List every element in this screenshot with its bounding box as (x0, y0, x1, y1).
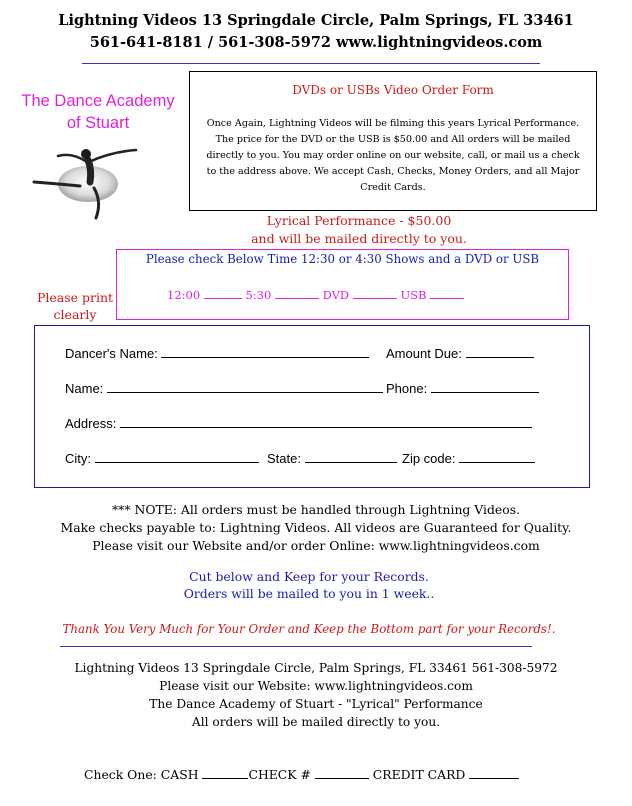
header-contact: 561-641-8181 / 561-308-5972 www.lightningvideos.com (89, 34, 543, 51)
cash-blank[interactable] (202, 768, 248, 779)
address-field[interactable] (120, 417, 532, 428)
academy-name-line1: The Dance Academy (21, 92, 175, 110)
option-1200-label: 12:00 (167, 288, 201, 302)
zip-label: Zip code: (402, 451, 456, 466)
credit-card-label: CREDIT CARD (372, 767, 466, 782)
name-label: Name: (65, 381, 104, 396)
bottom-line1: Lightning Videos 13 Springdale Circle, Palm Springs, FL 33461 561-308-5972 (74, 661, 558, 675)
price-note-line1: Lyrical Performance - $50.00 (266, 213, 452, 228)
note-line3: Please visit our Website and/or order Online: www.lightningvideos.com (92, 538, 540, 553)
cut-note-line2: Orders will be mailed to you in 1 week.. (183, 586, 435, 601)
customer-info-box (34, 325, 590, 488)
note-line2: Make checks payable to: Lightning Videos. All videos are Guaranteed for Quality. (60, 520, 572, 535)
show-time-selection-box (116, 249, 569, 320)
show-time-instructions: Please check Below Time 12:30 or 4:30 Shows and a DVD or USB (145, 252, 540, 266)
name-field[interactable] (107, 382, 383, 393)
amount-due-row (386, 346, 534, 361)
option-1200-blank[interactable] (204, 288, 242, 299)
cut-line (60, 646, 532, 647)
header-divider (82, 63, 540, 64)
dancer-name-label: Dancer's Name: (65, 346, 158, 361)
option-dvd-label: DVD (322, 288, 350, 302)
check-one-label: Check One: (84, 767, 157, 782)
state-row (267, 451, 397, 466)
bottom-line4: All orders will be mailed directly to you. (191, 715, 441, 729)
dancer-name-row (65, 346, 369, 361)
dancer-name-field[interactable] (161, 347, 369, 358)
academy-name-line2: of Stuart (66, 114, 130, 132)
order-form-info-box (189, 71, 597, 211)
amount-due-field[interactable] (466, 347, 534, 358)
state-field[interactable] (305, 452, 397, 463)
check-number-label: CHECK # (248, 767, 311, 782)
address-row (65, 416, 532, 431)
header-address: Lightning Videos 13 Springdale Circle, Palm Springs, FL 33461 (58, 12, 574, 29)
option-530-label: 5:30 (245, 288, 272, 302)
order-form-title: DVDs or USBs Video Order Form (292, 83, 494, 97)
phone-row (386, 381, 539, 396)
bottom-line2: Please visit our Website: www.lightningvideos.com (159, 679, 473, 693)
address-label: Address: (65, 416, 117, 431)
phone-field[interactable] (431, 382, 539, 393)
note-line1: *** NOTE: All orders must be handled through Lightning Videos. (111, 502, 521, 517)
cash-label: CASH (160, 767, 199, 782)
bottom-line3: The Dance Academy of Stuart - "Lyrical" Performance (149, 697, 483, 711)
payment-method-row (84, 767, 604, 782)
name-row (65, 381, 383, 396)
print-note-line1: Please print (36, 290, 114, 305)
option-usb-blank[interactable] (430, 288, 464, 299)
cut-note-line1: Cut below and Keep for your Records. (189, 569, 429, 584)
print-note-line2: clearly (53, 307, 97, 322)
credit-card-blank[interactable] (469, 768, 519, 779)
thank-you-note: Thank You Very Much for Your Order and Keep the Bottom part for your Records!. (62, 622, 556, 636)
order-form-description: Once Again, Lightning Videos will be filming this years Lyrical Performance. The price for the DVD or the USB is $50.00 and All orders will be mailed directly to you. You may order online on our website, call, or mail us a check to the address above. We accept Cash, Checks, Money Orders, and all Major Credit Cards. (206, 118, 580, 193)
city-field[interactable] (95, 452, 259, 463)
zip-field[interactable] (459, 452, 535, 463)
city-row (65, 451, 259, 466)
show-time-options (167, 288, 567, 302)
option-usb-label: USB (400, 288, 427, 302)
zip-row (402, 451, 535, 466)
phone-label: Phone: (386, 381, 428, 396)
price-note-line2: and will be mailed directly to you. (251, 231, 467, 246)
check-number-blank[interactable] (315, 768, 369, 779)
ballet-dancer-image (30, 122, 142, 222)
amount-due-label: Amount Due: (386, 346, 462, 361)
option-530-blank[interactable] (275, 288, 319, 299)
city-label: City: (65, 451, 91, 466)
option-dvd-blank[interactable] (353, 288, 397, 299)
state-label: State: (267, 451, 301, 466)
